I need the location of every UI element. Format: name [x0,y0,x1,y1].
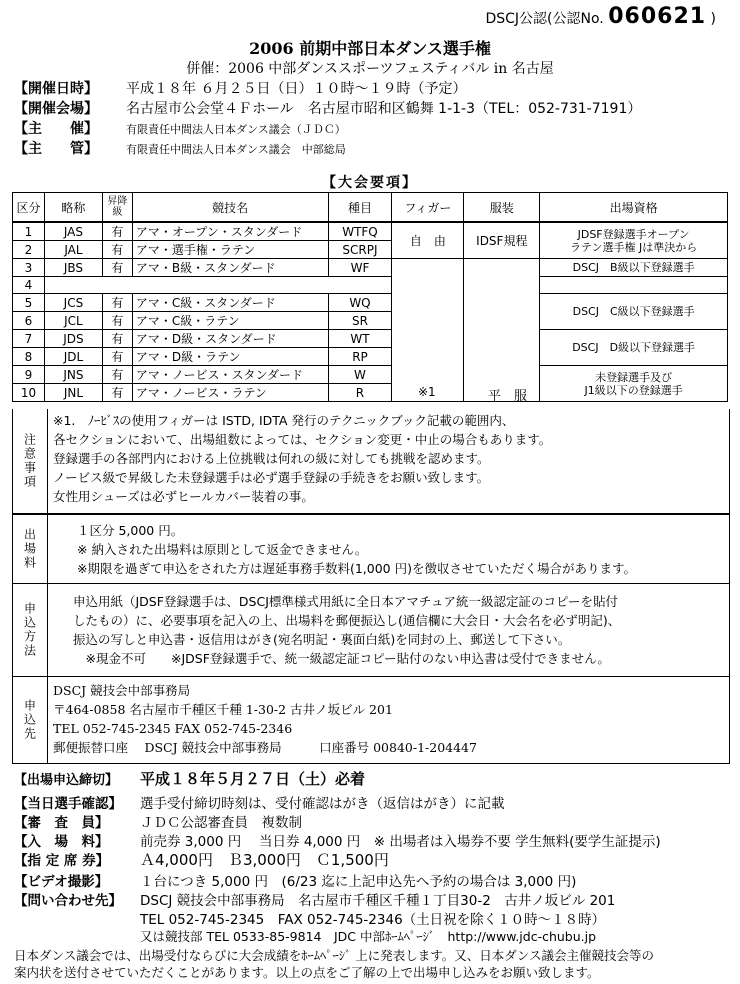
cert-suffix: ) [710,11,716,27]
admission-value: 前売券 3,000 円 当日券 4,000 円 ※ 出場者は入場券不要 学生無料(要学生証提示) [140,834,661,850]
row-no: 6 [13,312,45,330]
header-abbr: 略称 [44,193,102,223]
fee-line: ※ 納入された出場料は原則として返金できません。 [77,542,368,557]
deadline-row [14,768,365,789]
row-abbr: JCL [44,312,102,330]
qualification-cell [540,222,728,259]
dress-cell: IDSF規程 [464,222,540,259]
row-abbr: JDS [44,330,102,348]
page-subtitle: 併催：2006 中部ダンススポーツフェスティバル in 名古屋 [186,61,554,77]
row-no: 4 [13,277,45,294]
row-name: アマ・D級・ラテン [132,348,328,366]
method-line: したもの）に、必要事項を記入の上、出場料を郵便振込し(通信欄に大会日・大会名を必ず明記)、 [73,613,621,628]
admission-label: 【入 場 料】 [14,834,109,850]
info-organizer [14,138,346,158]
row-promo: 有 [102,384,132,402]
row-no: 3 [13,259,45,277]
info-organizer-label: 【主 管】 [14,141,98,157]
row-name: アマ・オープン・スタンダード [132,222,328,241]
table-row [13,330,728,348]
table-row [13,259,728,277]
info-date-label: 【開催日時】 [14,81,98,97]
cert-number: 060621 [608,4,707,29]
row-event: SR [328,312,392,330]
info-host-label: 【主 催】 [14,121,98,137]
row-promo: 有 [102,241,132,259]
row-event: WQ [328,294,392,312]
footer-line: 日本ダンス議会では、出場受付ならびに大会成績をﾎｰﾑﾍﾟｰｼﾞ 上に発表します。又、日本ダンス議会主催競技会等の [14,948,654,963]
header-competition: 競技名 [132,193,328,223]
address-body [53,681,725,757]
method-body [53,592,725,668]
checkin-row [14,792,505,812]
fee-block [12,514,730,584]
fee-label: 出場料 [22,528,37,570]
info-date [14,78,466,98]
info-host [14,118,346,138]
info-venue-value: 名古屋市公会堂４Ｆホール 名古屋市昭和区鶴舞 1-1-3（TEL：052-731-7191） [126,101,642,117]
row-event: R [328,384,392,402]
row-promo: 有 [102,259,132,277]
method-label: 申込方法 [22,602,37,658]
method-line: ※現金不可 ※JDSF登録選手で、統一級認定証コピー貼付のない申込書は受付できません。 [73,651,610,666]
certification-number [485,4,716,29]
row-promo: 有 [102,366,132,384]
row-no: 7 [13,330,45,348]
address-line: TEL 052-745-2345 FAX 052-745-2346 [53,721,293,736]
header-qualification: 出場資格 [540,193,728,223]
contact-phone-line: TEL 052-745-2345 FAX 052-745-2346（土日祝を除く１０時〜１８時） [140,912,606,928]
notes-line: 女性用シューズは必ずヒールカバー装着の事。 [53,489,314,504]
dress-blank [464,259,540,402]
footer-line: 案内状を送付させていただくことがあります。以上の点をご了解の上で出場申し込みをお願い致します。 [14,965,600,980]
qualification-blank [540,277,728,294]
row-event: RP [328,348,392,366]
header-division: 区分 [13,193,45,223]
row-event: WF [328,259,392,277]
video-label: 【ビデオ撮影】 [14,874,109,890]
contact-label: 【問い合わせ先】 [14,893,122,909]
qualification-cell: DSCJ D級以下登録選手 [540,330,728,366]
row-promo: 有 [102,348,132,366]
judges-label: 【審 査 員】 [14,815,109,831]
row-name: アマ・選手権・ラテン [132,241,328,259]
row-name: アマ・C級・ラテン [132,312,328,330]
cert-prefix: DSCJ公認(公認No. [485,11,604,27]
judges-value: ＪＤＣ公認審査員 複数制 [140,815,302,831]
row-abbr: JAL [44,241,102,259]
row-promo: 有 [102,222,132,241]
row-abbr: JNS [44,366,102,384]
info-host-value: 有限責任中間法人日本ダンス議会（ＪＤＣ） [126,123,346,136]
contact-row [14,889,615,909]
contact-value: DSCJ 競技会中部事務局 名古屋市千種区千種１丁目30-2 古井ノ坂ビル 201 [140,893,616,909]
qualification-line: JDSF登録選手オープン [577,227,690,241]
row-abbr: JBS [44,259,102,277]
row-no: 10 [13,384,45,402]
notes-line: 登録選手の各部門内における上位挑戦は何れの級に対しても挑戦を認めます。 [53,451,490,466]
method-label-cell [13,584,48,676]
video-row [14,870,576,890]
fee-label-cell [13,515,48,583]
row-promo: 有 [102,312,132,330]
qualification-cell: DSCJ B級以下登録選手 [540,259,728,277]
row-promo: 有 [102,330,132,348]
method-line: 申込用紙（JDSF登録選手は、DSCJ標準様式用紙に全日本アマチュア統一級認定証のコピーを貼付 [73,594,619,609]
judges-row [14,811,302,831]
header-figure: フィガー [392,193,464,223]
figure-cell: 自 由 [392,222,464,259]
reserved-seat-label: 【指 定 席 券】 [14,853,110,869]
qualification-cell [540,366,728,402]
table-row [13,277,728,294]
fee-line: １区分 5,000 円。 [77,523,184,538]
table-row [13,366,728,384]
info-venue-label: 【開催会場】 [14,101,98,117]
row-name: アマ・B級・スタンダード [132,259,328,277]
checkin-label: 【当日選手確認】 [14,796,122,812]
row-abbr: JAS [44,222,102,241]
row-no: 9 [13,366,45,384]
reserved-seat-value: Ａ4,000円 Ｂ3,000円 Ｃ1,500円 [140,851,389,869]
deadline-label: 【出場申込締切】 [14,773,119,788]
qualification-line: 未登録選手及び [595,370,673,384]
row-name: アマ・C級・スタンダード [132,294,328,312]
deadline-value: 平成１８年５月２７日（土）必着 [140,770,366,788]
row-name: アマ・D級・スタンダード [132,330,328,348]
row-promo: 有 [102,294,132,312]
contact-web-line: 又は競技部 TEL 0533-85-9814 JDC 中部ﾎｰﾑﾍﾟｰｼﾞ http://www.jdc-chubu.jp [140,929,597,944]
row-no: 2 [13,241,45,259]
row-event: SCRPJ [328,241,392,259]
address-line: DSCJ 競技会中部事務局 [53,683,191,698]
address-line: 〒464-0858 名古屋市千種区千種 1-30-2 古井ノ坂ビル 201 [53,702,393,717]
notes-line: ノービス級で昇級した未登録選手は必ず選手登録の手続きをお願い致します。 [53,470,490,485]
row-no: 5 [13,294,45,312]
figure-note: ※1 [418,385,436,399]
row-no: 1 [13,222,45,241]
method-block [12,583,730,677]
notes-body [53,411,725,506]
admission-row [14,830,661,850]
checkin-value: 選手受付締切時刻は、受付確認はがき（返信はがき）に記載 [140,796,505,812]
page-title: 2006 前期中部日本ダンス選手権 [249,39,491,58]
table-row [13,222,728,241]
table-header-row [13,193,728,223]
row-event: W [328,366,392,384]
row-abbr: JCS [44,294,102,312]
info-organizer-value: 有限責任中間法人日本ダンス議会 中部総局 [126,143,346,156]
section-title: 【大会要項】 [322,175,418,191]
header-promotion: 昇降級 [102,193,132,223]
reserved-seat-row [14,849,389,870]
address-label: 申込先 [22,699,37,741]
address-label-cell [13,677,48,763]
notes-line: ※1. ﾉｰﾋﾞｽの使用フィガーは ISTD, IDTA 発行のテクニックブック記載の範囲内、 [53,413,515,428]
qualification-line: J1級以下の登録選手 [584,383,683,397]
notes-block [12,409,730,514]
method-line: 振込の写しと申込書・返信用はがき(宛名明記・裏面白紙)を同封の上、郵送して下さい。 [73,632,571,647]
dress-casual: 平 服 [488,389,528,404]
row-event: WTFQ [328,222,392,241]
requirements-table [12,192,728,402]
fee-body [53,521,725,578]
row-abbr: JDL [44,348,102,366]
row-empty [44,277,391,294]
qualification-line: ラテン選手権 Jは準決から [570,240,698,254]
info-venue [14,98,641,118]
header-dress: 服装 [464,193,540,223]
row-event: WT [328,330,392,348]
notes-label: 注意事項 [22,433,37,489]
fee-line: ※期限を過ぎて申込をされた方は遅延事務手数料(1,000 円)を徴収させていただく場合があります。 [77,561,636,576]
qualification-cell: DSCJ C級以下登録選手 [540,294,728,330]
row-name: アマ・ノービス・スタンダード [132,366,328,384]
row-name: アマ・ノービス・ラテン [132,384,328,402]
info-date-value: 平成１８年 ６月２５日（日）１０時〜１９時（予定） [126,81,467,97]
header-event: 種目 [328,193,392,223]
video-value: １台につき 5,000 円 (6/23 迄に上記申込先へ予約の場合は 3,000 円) [140,874,577,890]
row-abbr: JNL [44,384,102,402]
address-block [12,676,730,764]
row-no: 8 [13,348,45,366]
notes-label-cell [13,409,48,513]
notes-line: 各セクションにおいて、出場組数によっては、セクション変更・中止の場合もあります。 [53,432,552,447]
table-row [13,294,728,312]
address-line: 郵便振替口座 DSCJ 競技会中部事務局 口座番号 00840-1-204447 [53,740,477,755]
figure-blank [392,259,464,402]
